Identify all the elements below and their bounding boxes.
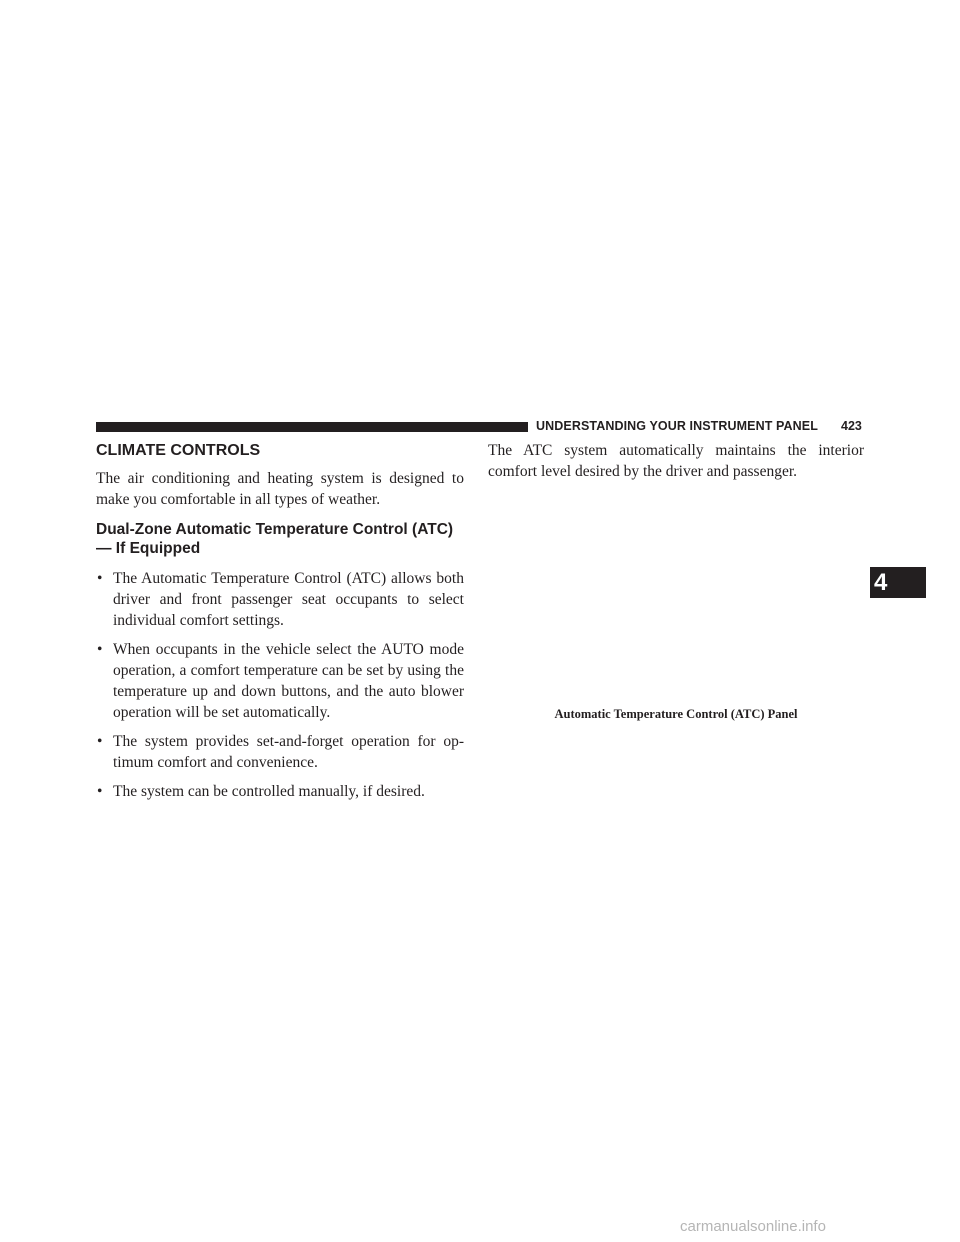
list-item <box>96 731 464 773</box>
left-column <box>96 440 464 810</box>
list-item <box>96 781 464 802</box>
atc-paragraph: The ATC system automatically maintains the interior comfort level desired by the driver and passenger. <box>488 442 864 480</box>
list-item <box>96 639 464 723</box>
bullet-text: When occupants in the vehicle select the AUTO mode operation, a comfort temperature can be set by using the temperature up and down buttons, and the auto blower operation will be set automatically. <box>113 641 464 721</box>
header-rule <box>96 422 528 432</box>
running-header: UNDERSTANDING YOUR INSTRUMENT PANEL <box>536 419 818 433</box>
bullet-text: The system provides set-and-forget operation for op-timum comfort and convenience. <box>113 733 464 771</box>
bullet-icon: • <box>97 783 103 800</box>
list-item <box>96 568 464 631</box>
watermark: carmanualsonline.info <box>680 1218 826 1235</box>
bullet-text: The Automatic Temperature Control (ATC) allows both driver and front passenger seat occupants to select individual comfort settings. <box>113 570 464 629</box>
subsection-title <box>96 520 464 558</box>
section-title: CLIMATE CONTROLS <box>96 442 261 459</box>
bullet-icon: • <box>97 570 103 587</box>
bullet-icon: • <box>97 733 103 750</box>
bullet-icon: • <box>97 641 103 658</box>
bullet-text: The system can be controlled manually, if desired. <box>113 783 425 800</box>
right-column <box>488 440 864 482</box>
subsection-title-line1: Dual-Zone Automatic Temperature Control (ATC) <box>96 521 454 538</box>
figure-caption: Automatic Temperature Control (ATC) Panel <box>554 707 798 721</box>
subsection-title-line2: — If Equipped <box>96 540 201 557</box>
intro-paragraph: The air conditioning and heating system is designed to make you comfortable in all types of weather. <box>96 470 464 508</box>
chapter-tab: 4 <box>870 567 926 598</box>
page-number: 423 <box>841 419 862 433</box>
bullet-list <box>96 568 464 802</box>
